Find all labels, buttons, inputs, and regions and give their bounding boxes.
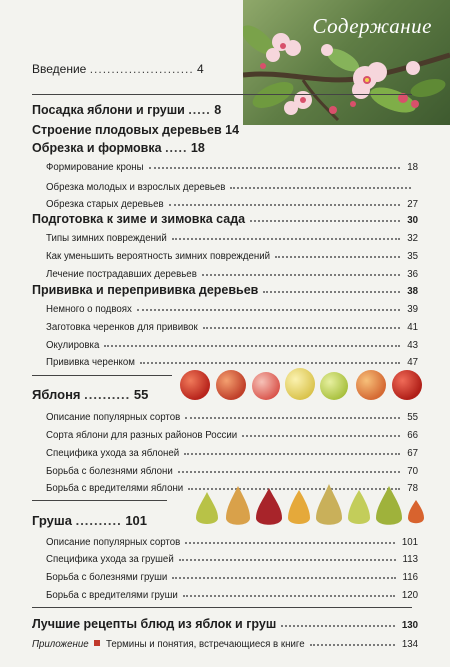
toc-item-title: Окулировка [46, 340, 100, 351]
toc-leader [179, 559, 396, 561]
toc-item-title: Борьба с вредителями груши [46, 590, 178, 601]
toc-item-page: 47 [407, 357, 418, 368]
toc-item-page: 66 [407, 430, 418, 441]
toc-item-page: 35 [407, 251, 418, 262]
toc-chapter-title: Яблоня [32, 387, 81, 402]
toc-item-page: 43 [407, 340, 418, 351]
toc-leader [183, 595, 395, 597]
divider [32, 607, 412, 608]
toc-chapter-dots: .......... [84, 387, 131, 402]
toc-intro[interactable] [32, 62, 204, 76]
toc-chapter-page: 101 [125, 513, 148, 528]
toc-item[interactable] [46, 262, 418, 280]
toc-section-dots: ..... [165, 141, 188, 155]
toc-item-title: Немного о подвоях [46, 304, 132, 315]
apple-image [356, 370, 386, 400]
toc-section[interactable] [32, 279, 418, 297]
toc-item-page: 27 [407, 199, 418, 210]
toc-leader [203, 327, 400, 329]
toc-item-title: Как уменьшить вероятность зимних повреждений [46, 251, 271, 262]
toc-item[interactable] [46, 441, 418, 459]
toc-item[interactable] [46, 583, 418, 601]
apple-image [285, 368, 315, 400]
header-photo [243, 0, 450, 125]
toc-leader [172, 238, 400, 240]
toc-item-title: Специфика ухода за грушей [46, 554, 174, 565]
apple-image [252, 372, 280, 400]
toc-intro-dots: ........................ [89, 62, 194, 76]
toc-section-page: 30 [407, 215, 418, 226]
toc-section[interactable] [32, 208, 418, 226]
divider [32, 375, 172, 376]
appendix-page: 134 [401, 639, 418, 650]
toc-item[interactable] [46, 244, 418, 262]
appendix-title: Термины и понятия, встречающиеся в книге [106, 639, 305, 650]
toc-item-page: 101 [401, 537, 418, 548]
toc-section-dots: ..... [188, 103, 211, 117]
toc-leader [172, 577, 395, 579]
toc-item-page: 41 [407, 322, 418, 333]
toc-leader [169, 204, 401, 206]
toc-section[interactable] [32, 123, 239, 137]
toc-item-title: Описание популярных сортов [46, 537, 181, 548]
toc-item[interactable] [46, 175, 418, 193]
toc-item-page: 36 [407, 269, 418, 280]
toc-item-page: 78 [407, 483, 418, 494]
toc-intro-page: 4 [197, 62, 204, 76]
toc-item-title: Типы зимних повреждений [46, 233, 167, 244]
apple-image [216, 370, 246, 400]
toc-section-recipes[interactable] [32, 613, 418, 631]
toc-item-title: Борьба с болезнями яблони [46, 466, 173, 477]
toc-item-title: Специфика ухода за яблоней [46, 448, 180, 459]
toc-item[interactable] [46, 459, 418, 477]
toc-item-title: Сорта яблони для разных районов России [46, 430, 238, 441]
toc-section-title: Обрезка и формовка [32, 141, 162, 155]
toc-section-page: 14 [225, 123, 240, 137]
toc-item-title: Заготовка черенков для прививок [46, 322, 198, 333]
toc-item-title: Борьба с болезнями груши [46, 572, 168, 583]
appendix-label: Приложение [32, 639, 89, 650]
toc-item[interactable] [46, 155, 418, 173]
toc-chapter-title: Груша [32, 513, 72, 528]
toc-leader [263, 291, 400, 293]
toc-item[interactable] [46, 333, 418, 351]
appendix-marker-icon [94, 640, 100, 646]
toc-intro-title: Введение [32, 62, 87, 76]
toc-item-title: Лечение пострадавших деревьев [46, 269, 197, 280]
toc-leader [281, 625, 395, 627]
toc-item-page: 39 [407, 304, 418, 315]
toc-leader [202, 274, 400, 276]
apple-image [320, 372, 348, 400]
toc-section-title: Строение плодовых деревьев [32, 123, 222, 137]
toc-item-title: Прививка черенком [46, 357, 135, 368]
divider [32, 94, 412, 95]
toc-item-page: 70 [407, 466, 418, 477]
toc-item-page: 120 [401, 590, 418, 601]
toc-leader [149, 167, 401, 169]
toc-item[interactable] [46, 547, 418, 565]
toc-item-page: 18 [407, 162, 418, 173]
toc-leader [310, 644, 395, 646]
toc-leader [140, 362, 400, 364]
toc-item[interactable] [46, 530, 418, 548]
pear-image [196, 484, 424, 525]
toc-leader [185, 417, 400, 419]
toc-appendix[interactable] [32, 632, 418, 650]
toc-item[interactable] [46, 423, 418, 441]
toc-section[interactable] [32, 103, 221, 117]
toc-section-title: Прививка и перепрививка деревьев [32, 283, 259, 297]
toc-leader [230, 187, 411, 189]
toc-chapter-dots: .......... [75, 513, 122, 528]
toc-item-title: Обрезка старых деревьев [46, 199, 164, 210]
toc-item-title: Обрезка молодых и взрослых деревьев [46, 182, 226, 193]
toc-leader [242, 435, 400, 437]
apples-photo [178, 366, 430, 402]
toc-item-page: 32 [407, 233, 418, 244]
toc-item-title: Борьба с вредителями яблони [46, 483, 184, 494]
toc-item-title: Формирование кроны [46, 162, 144, 173]
page-title: Содержание [312, 14, 432, 38]
toc-section-page: 8 [214, 103, 222, 117]
toc-leader [104, 345, 400, 347]
toc-item[interactable] [46, 297, 418, 315]
toc-section-page: 18 [190, 141, 205, 155]
toc-chapter-apple[interactable] [32, 387, 148, 402]
toc-item[interactable] [46, 315, 418, 333]
toc-item[interactable] [46, 405, 418, 423]
toc-leader [185, 542, 395, 544]
toc-section[interactable] [32, 141, 205, 155]
toc-section-title: Подготовка к зиме и зимовка сада [32, 212, 246, 226]
toc-chapter-page: 55 [133, 387, 149, 402]
toc-item[interactable] [46, 565, 418, 583]
toc-leader [178, 471, 400, 473]
toc-item-page: 113 [402, 554, 418, 565]
toc-item-page: 55 [407, 412, 418, 423]
toc-chapter-pear[interactable] [32, 513, 147, 528]
toc-section-page: 130 [401, 620, 418, 631]
divider [32, 500, 167, 501]
toc-leader [250, 220, 400, 222]
toc-section-title: Лучшие рецепты блюд из яблок и груш [32, 617, 277, 631]
toc-item-page: 116 [402, 572, 418, 583]
toc-section-title: Посадка яблони и груши [32, 103, 185, 117]
apple-image [180, 370, 210, 400]
toc-item-page: 67 [407, 448, 418, 459]
toc-item-title: Описание популярных сортов [46, 412, 181, 423]
toc-leader [275, 256, 400, 258]
pears-photo [192, 480, 430, 528]
apple-image [392, 370, 422, 400]
toc-leader [137, 309, 400, 311]
toc-leader [184, 453, 400, 455]
toc-section-page: 38 [407, 286, 418, 297]
toc-item[interactable] [46, 226, 418, 244]
